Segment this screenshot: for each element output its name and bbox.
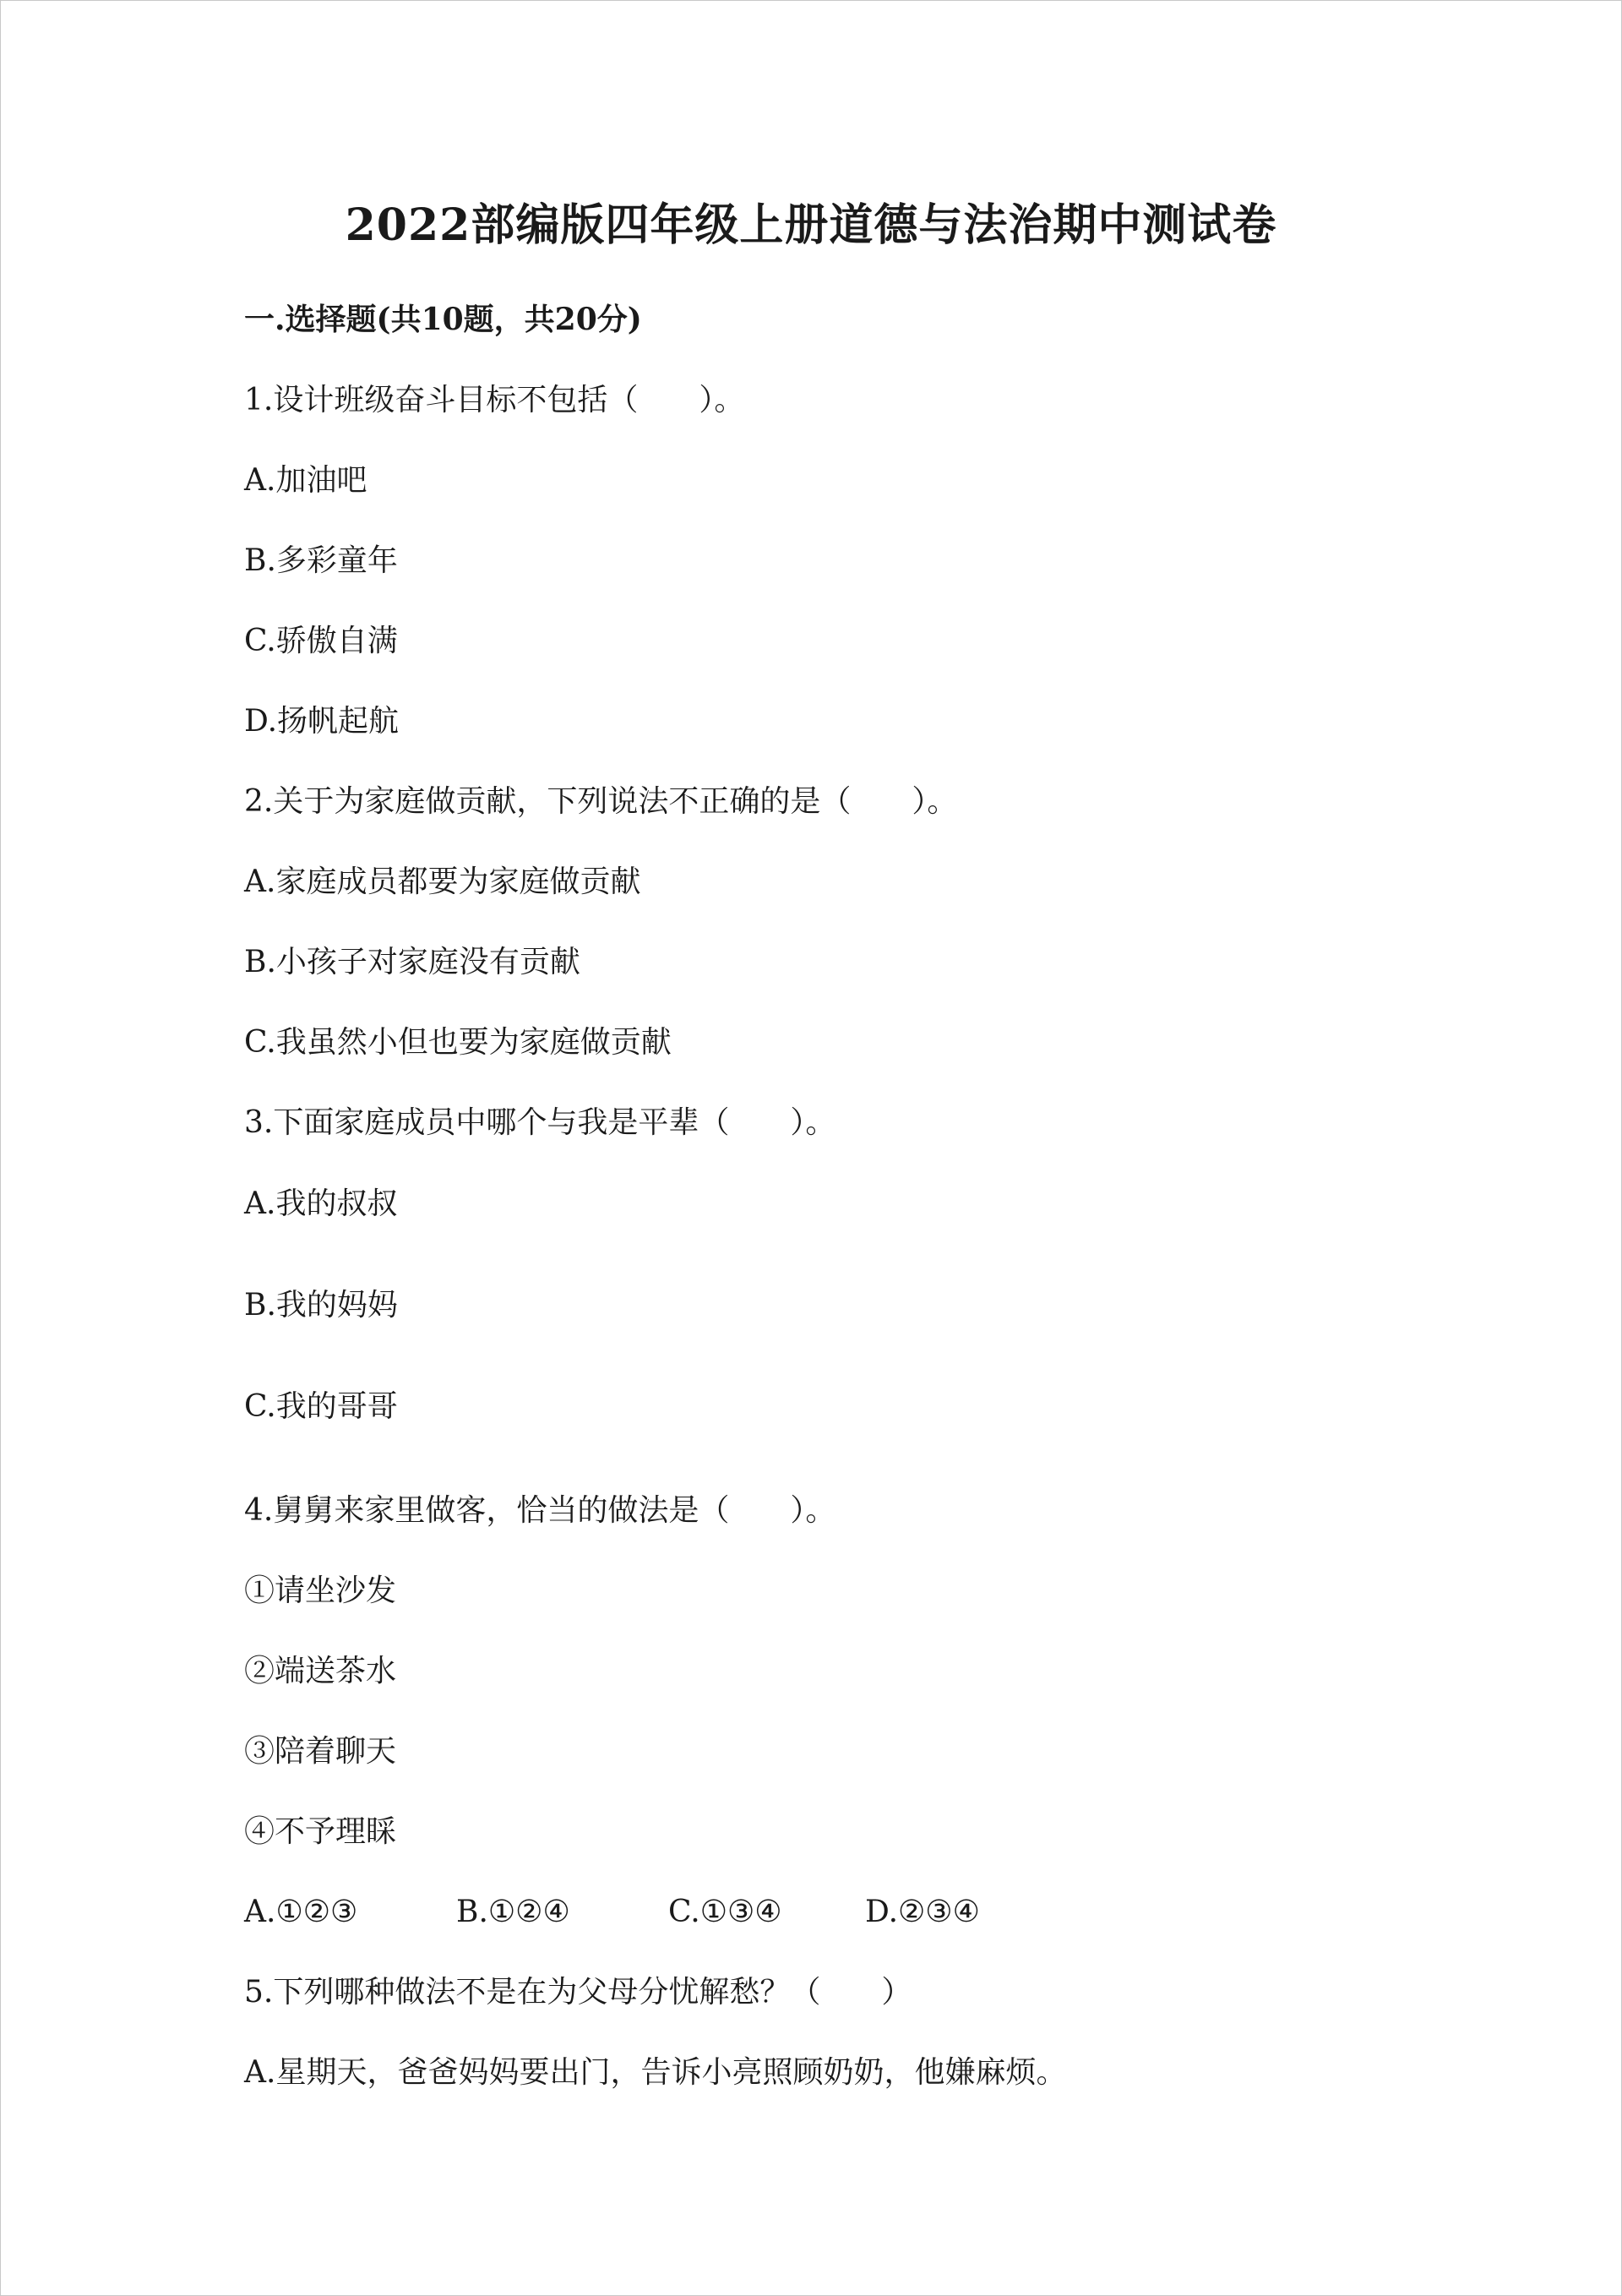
question-1-stem: 1.设计班级奋斗目标不包括（ ）。 (244, 383, 745, 417)
question-3-stem: 3.下面家庭成员中哪个与我是平辈（ ）。 (244, 1105, 836, 1140)
section-heading: 一.选择题(共10题，共20分) (244, 302, 642, 337)
question-3-option-b: B.我的妈妈 (244, 1288, 398, 1323)
question-4-item-2: ②端送茶水 (244, 1654, 397, 1688)
question-1-option-b: B.多彩童年 (244, 543, 398, 578)
question-4-choice-a: A.①②③ (244, 1895, 358, 1929)
question-1-option-a: A.加油吧 (244, 463, 367, 498)
question-2-option-a: A.家庭成员都要为家庭做贡献 (244, 864, 641, 899)
question-2-option-c: C.我虽然小但也要为家庭做贡献 (244, 1025, 672, 1060)
question-5-stem: 5.下列哪种做法不是在为父母分忧解愁？（ ） (244, 1975, 912, 2010)
question-1-option-c: C.骄傲自满 (244, 624, 398, 658)
question-4-choice-b: B.①②④ (456, 1895, 570, 1929)
question-4-choice-d: D.②③④ (865, 1895, 980, 1929)
question-1-option-d: D.扬帆起航 (244, 704, 400, 739)
question-4-item-1: ①请坐沙发 (244, 1573, 397, 1608)
question-3-option-a: A.我的叔叔 (244, 1186, 398, 1221)
question-3-option-c: C.我的哥哥 (244, 1389, 398, 1424)
question-4-item-3: ③陪着聊天 (244, 1734, 397, 1769)
question-4-choice-c: C.①③④ (668, 1895, 782, 1929)
page-title: 2022部编版四年级上册道德与法治期中测试卷 (345, 199, 1277, 251)
question-5-option-a: A.星期天，爸爸妈妈要出门，告诉小亮照顾奶奶，他嫌麻烦。 (244, 2055, 1067, 2090)
question-2-stem: 2.关于为家庭做贡献，下列说法不正确的是（ ）。 (244, 784, 958, 819)
question-4-stem: 4.舅舅来家里做客，恰当的做法是（ ）。 (244, 1493, 836, 1528)
question-4-item-4: ④不予理睬 (244, 1814, 397, 1849)
question-2-option-b: B.小孩子对家庭没有贡献 (244, 945, 580, 979)
